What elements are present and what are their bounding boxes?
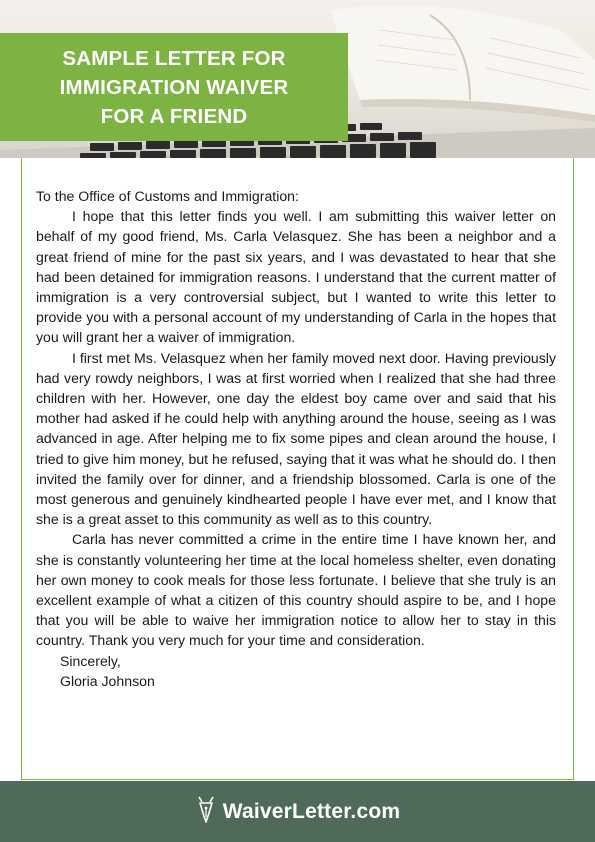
pen-nib-icon — [195, 795, 217, 825]
letter-closing: Sincerely, — [60, 652, 121, 669]
footer-bar — [0, 781, 595, 842]
brand-name: WaiverLetter.com — [222, 799, 401, 823]
title-banner — [0, 33, 348, 141]
letter-paragraph-1: I hope that this letter finds you well. I am submitting this waiver letter on behalf of my good friend, Ms. Carla Velasquez. She has been a neighbor and a great friend of mine for the past six years, and I was devastated to hear that she had been detained for immigration reasons. I understand that the current matter of immigration is a very controversial subject, but I wanted to write this letter to provide you with a personal account of my understanding of Carla in the hopes that you will grant her a waiver of immigration. — [36, 208, 556, 346]
page-title: SAMPLE LETTER FOR IMMIGRATION WAIVER FOR A FRIEND — [59, 46, 289, 128]
letter-signature: Gloria Johnson — [60, 672, 155, 689]
letter-paragraph-3: Carla has never committed a crime in the entire time I have known her, and she is constantly volunteering her time at the local homeless shelter, even donating her own money to cook meals for those less fortunate. I believe that she truly is an excellent example of what a citizen of this country should aspire to be, and I hope that you will be able to waive her immigration notice to allow her to stay in this country. Thank you very much for your time and consideration. — [36, 531, 556, 649]
letter-paragraph-2: I first met Ms. Velasquez when her family moved next door. Having previously had very rowdy neighbors, I was at first worried when I realized that she had three children with her. However, one day the eldest boy came over and said that his mother had asked if he could help with anything around the house, seeing as I was advanced in age. After helping me to fix some pipes and clean around the house, I tried to give him money, but he refused, saying that it was what he should do. I then invited the family over for dinner, and a friendship blossomed. Carla is one of the most generous and genuinely kindhearted people I have ever met, and I know that she is a great asset to this community as well as to this country. — [36, 349, 556, 528]
letter-body — [36, 186, 556, 691]
letter-salutation: To the Office of Customs and Immigration: — [36, 188, 299, 204]
